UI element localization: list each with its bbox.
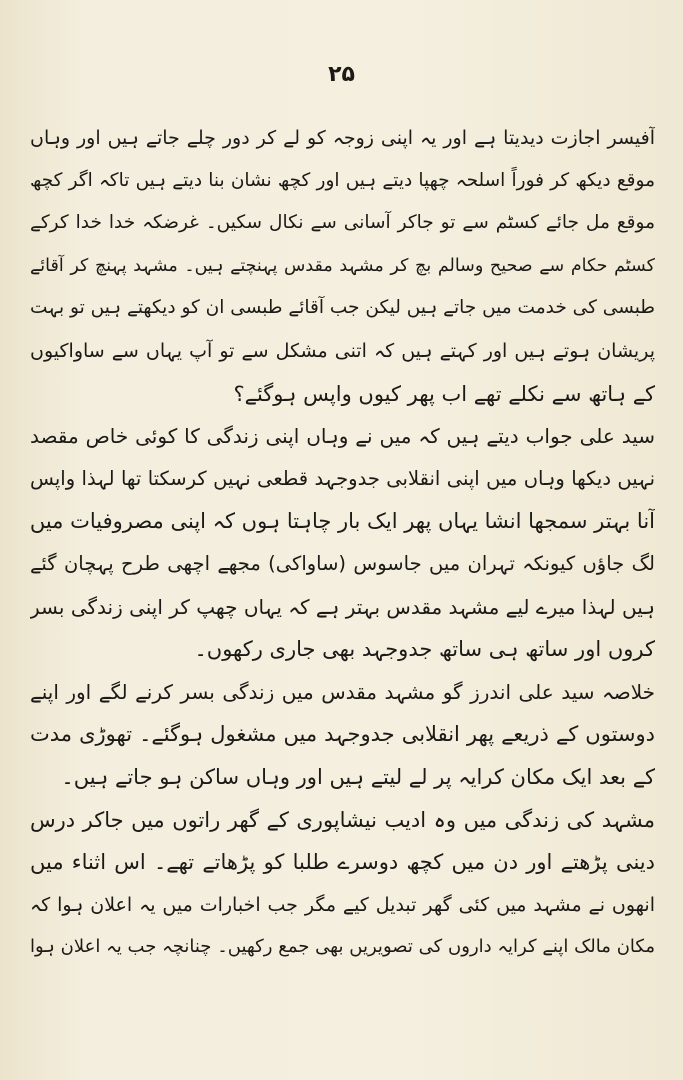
text-line: دینی پڑھتے اور دن میں کچھ دوسرے طلبا کو پڑھاتے تھے۔ اس اثناء میں — [30, 850, 655, 875]
text-line: کسٹم حکام سے صحیح وسالم بچ کر مشہد مقدس پہنچتے ہیں۔ مشہد پہنچ کر آقائے — [30, 255, 655, 276]
text-line: آفیسر اجازت دیدیتا ہے اور یہ اپنی زوجہ کو لے کر دور چلے جاتے ہیں اور وہاں — [30, 127, 655, 149]
text-line: انھوں نے مشہد میں کئی گھر تبدیل کیے مگر جب اخبارات میں یہ اعلان ہوا کہ — [30, 893, 655, 916]
body-text — [30, 117, 655, 969]
text-line: آنا بہتر سمجھا انشا یہاں پھر ایک بار چاہتا ہوں کہ اپنی مصروفیات میں — [30, 509, 655, 534]
text-line: دوستوں کے ذریعے پھر انقلابی جدوجہد میں مشغول ہوگئے۔ تھوڑی مدت — [30, 722, 655, 747]
text-line: خلاصہ سید علی اندرز گو مشہد مقدس میں زندگی بسر کرنے لگے اور اپنے — [30, 679, 655, 704]
text-line: طبسی کی خدمت میں جاتے ہیں لیکن جب آقائے طبسی ان کو دیکھتے ہیں تو بہت — [30, 297, 655, 319]
text-line: سید علی جواب دیتے ہیں کہ میں نے وہاں اپنی زندگی کا کوئی خاص مقصد — [30, 424, 655, 449]
text-line: کروں اور ساتھ ہی ساتھ جدوجہد بھی جاری رکھوں۔ — [194, 637, 655, 662]
text-line: کے بعد ایک مکان کرایہ پر لے لیتے ہیں اور وہاں ساکن ہو جاتے ہیں۔ — [61, 764, 655, 789]
text-line: کے ہاتھ سے نکلے تھے اب پھر کیوں واپس ہوگئے؟ — [233, 381, 655, 406]
text-line: ہیں لہذا میرے لیے مشہد مقدس بہتر ہے کہ یہاں چھپ کر اپنی زندگی بسر — [30, 594, 655, 619]
text-line: پریشان ہوتے ہیں اور کہتے ہیں کہ اتنی مشکل سے تو آپ یہاں سے ساواکیوں — [30, 339, 655, 362]
text-line: لگ جاؤں کیونکہ تہران میں جاسوس (ساواکی) مجھے اچھی طرح پہچان گئے — [30, 551, 655, 575]
text-line: موقع دیکھ کر فوراً اسلحہ چھپا دیتے ہیں اور کچھ نشان بنا دیتے ہیں تاکہ اگر کچھ — [30, 169, 655, 191]
text-line: مکان مالک اپنے کرایہ داروں کی تصویریں بھی جمع رکھیں۔ چنانچہ جب یہ اعلان ہوا — [30, 936, 655, 958]
text-line: موقع مل جائے کسٹم سے تو جاکر آسانی سے نکال سکیں۔ غرضکہ خدا خدا کرکے — [30, 212, 655, 234]
text-line: مشہد کی زندگی میں وہ ادیب نیشاپوری کے گھر راتوں میں جاکر درس — [30, 807, 655, 832]
page-number: ۲۵ — [328, 62, 355, 87]
text-line: نہیں دیکھا وہاں میں اپنی انقلابی جدوجہد قطعی نہیں کرسکتا تھا لہذا واپس — [30, 466, 655, 490]
